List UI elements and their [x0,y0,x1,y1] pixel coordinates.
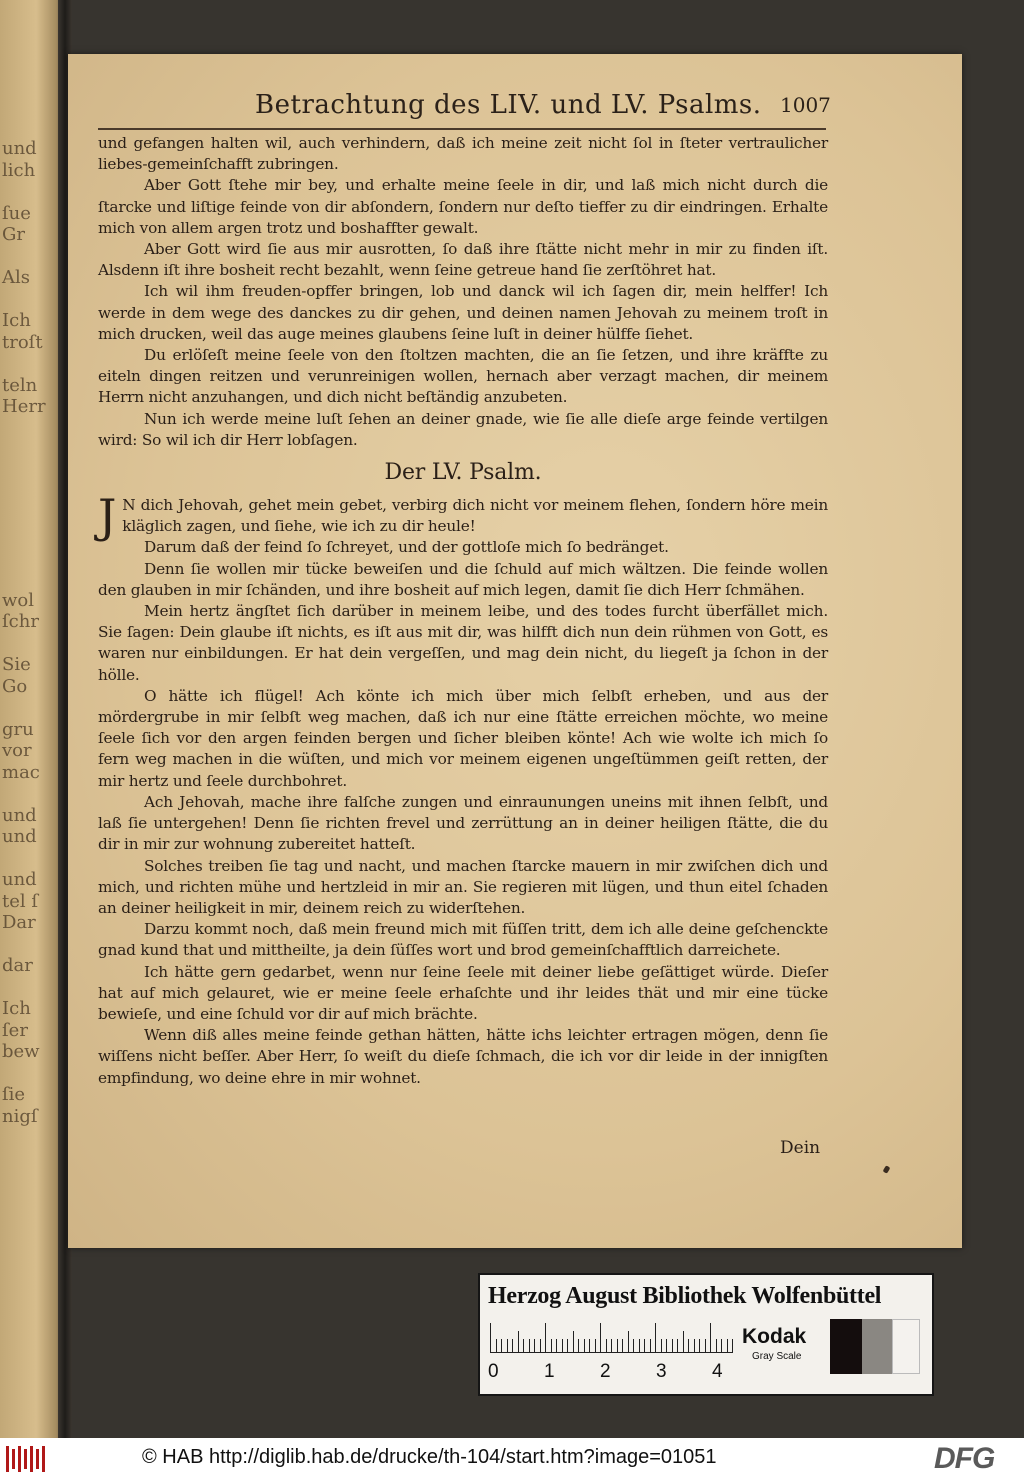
psalm-55-text [98,537,828,1088]
ruler-tick [562,1339,563,1353]
ruler-tick [606,1339,607,1353]
ruler-tick [677,1339,678,1353]
ruler-tick [600,1323,601,1353]
ruler-tick [501,1339,502,1353]
ruler-tick [617,1339,618,1353]
ruler-tick [584,1339,585,1353]
logo-bar [42,1446,45,1472]
ruler-tick [633,1339,634,1353]
hab-logo-icon [6,1446,46,1472]
logo-bar [30,1446,33,1472]
paragraph: Aber Gott wird ſie aus mir ausrotten, ſo daß ihre ſtätte nicht mehr in mir zu finden iſt. Alsdenn iſt ihre bosheit recht bezahlt, wenn ſeine getreue hand ſie zerſtöhret hat. [98,240,828,280]
edge-fragment: bew [2,1041,40,1062]
ruler-tick [611,1339,612,1353]
edge-fragment: wol [2,589,35,611]
edge-fragment: ſie [2,1084,26,1105]
ruler-tick [661,1339,662,1353]
paragraph: Ich wil ihm freuden-opffer bringen, lob und danck wil ich ſagen dir, mein helffer! Ich werde in dem wege des danckes zu dir gehen, und deinen namen Jehovah zu meinem troſt in mich drucken, weil das auge meines glaubens ſeine luſt in deiner hülffe ſiehet. [98,282,828,343]
ruler-tick [496,1339,497,1353]
ruler-tick [655,1323,656,1353]
edge-fragment: Herr [2,396,46,417]
logo-bar [12,1449,15,1469]
paragraph: und gefangen halten wil, auch verhindern, daß ich meine zeit nicht ſol in ſteter vertraulicher liebes-gemeinſchafft zubringen. [98,134,828,174]
edge-fragment: Go [2,675,28,697]
ruler-tick [589,1339,590,1353]
ruler-tick [512,1339,513,1353]
edge-fragment: und [2,826,37,847]
ruler-tick [716,1339,717,1353]
ruler-tick [551,1339,552,1353]
ruler-number: 3 [656,1361,667,1382]
ruler-tick [507,1339,508,1353]
paragraph: Wenn diß alles meine feinde gethan hätten, hätte ichs leichter ertragen mögen, denn ſie wiſſens nicht beſſer. Aber Herr, ſo weiſt du dieſe ſchmach, die ich vor dir leide in der innigſten empfindung, wo deine ehre in mir wohnet. [98,1026,828,1087]
edge-fragment: nigſ [2,1105,38,1127]
ruler-tick [534,1339,535,1353]
edge-fragment: ſer [2,1019,28,1041]
ruler-tick [523,1339,524,1353]
ruler-number: 2 [600,1361,611,1382]
edge-fragment: ſue [2,202,31,224]
running-title: Betrachtung des LIV. und LV. Psalms. [255,90,762,120]
paragraph: Aber Gott ſtehe mir bey, und erhalte meine ſeele in dir, und laß mich nicht durch die ſtarcke und liſtige feinde von dir abſondern, ſondern nur deſto tieffer zu dir eindringen. Erhalte mich von allem argen trotz und boshaffter gewalt. [98,176,828,237]
ruler-tick [650,1339,651,1353]
ruler-tick [567,1339,568,1353]
ruler-number: 4 [712,1361,723,1382]
edge-fragment: Als [2,267,30,288]
edge-fragment: und [2,138,37,159]
logo-bar [18,1446,21,1472]
psalm-54-text [98,133,828,451]
edge-fragment: Ich [2,998,31,1019]
ruler-tick [545,1323,546,1353]
body-text [98,133,828,1089]
logo-bar [24,1449,27,1469]
ruler-number: 0 [488,1361,499,1382]
viewer-footer [0,1438,1024,1478]
calibration-target [478,1273,934,1396]
edge-fragment: Ich [2,310,31,331]
ruler-tick [622,1339,623,1353]
previous-page-edge [0,0,66,1438]
edge-fragment: teln [2,374,38,396]
edge-fragment: mac [2,761,40,783]
page-header [255,90,831,130]
ruler-tick [540,1339,541,1353]
ruler-tick [639,1339,640,1353]
ruler-tick [710,1323,711,1353]
edge-fragment: lich [2,159,36,181]
ruler-tick [666,1339,667,1353]
header-rule [98,128,826,130]
edge-fragment: ſchr [2,611,39,632]
edge-fragment: troſt [2,331,43,353]
ruler-tick [727,1339,728,1353]
ruler-tick [573,1331,574,1353]
ruler-tick [529,1339,530,1353]
dfg-logo: DFG [934,1442,995,1475]
swatch-gray [862,1319,892,1374]
paragraph: Darum daß der feind ſo ſchreyet, und der gottloſe mich ſo bedränget. [144,538,669,557]
ruler-tick [556,1339,557,1353]
edge-fragment: vor [2,740,32,761]
first-paragraph-text: N dich Jehovah, gehet mein gebet, verbirg dich nicht vor meinem flehen, ſondern höre mein kläglich zagen, und ſiehe, wie ich zu dir heule! [122,496,828,536]
ruler [490,1323,732,1353]
ruler-tick [672,1339,673,1353]
logo-bar [6,1446,9,1472]
edge-fragment: tel ſ [2,890,39,912]
paragraph: Nun ich werde meine luſt ſehen an deiner gnade, wie ſie alle dieſe arge feinde vertilgen wird: So wil ich dir Herr lobſagen. [98,409,828,449]
paragraph: Denn ſie wollen mir tücke beweiſen und die ſchuld auf mich wältzen. Die feinde wollen den glauben in mir ſchänden, und ihre bosheit auf mich legen, damit ſie dich Herr ſchmähen. [98,559,828,599]
ruler-tick [699,1339,700,1353]
ruler-tick [490,1323,491,1353]
swatch-white [892,1319,920,1374]
edge-fragment: Gr [2,224,25,245]
ruler-tick [628,1331,629,1353]
ruler-tick [705,1339,706,1353]
ruler-tick [595,1339,596,1353]
paragraph: Ich hätte gern gedarbet, wenn nur ſeine ſeele mit deiner liebe geſättiget würde. Dieſer hat auf mich gelauret, wie er meine ſeele erhaſchte und ihr leides thät und mir eine tücke bewieſe, und eine ſchuld vor dir auf mich brächte. [98,962,828,1023]
ruler-tick [578,1339,579,1353]
ruler-tick [683,1331,684,1353]
paragraph: O hätte ich flügel! Ach könte ich mich über mich ſelbſt erheben, und aus der mördergrube in mir ſelbſt weg machen, daß ich nur eine ſtätte erreichen möchte, wo meine ſeele ſich vor den argen feinden bergen und ſicher bleiben könte! Ach wie wolte ich mich ſo fern weg machen in die wüſten, und mich vor meinem eigenen ungeſtümmen geiſt retten, der mir hertz und ſeele durchbohret. [98,686,828,790]
logo-bar [36,1449,39,1469]
edge-fragment: Sie [2,654,31,675]
page-number: 1007 [780,93,831,117]
swatch-black [830,1319,862,1374]
first-paragraph [98,489,828,544]
edge-fragment: Dar [2,912,36,933]
catchword: Dein [780,1138,821,1158]
ruler-number: 1 [544,1361,555,1382]
gray-scale-label: Gray Scale [752,1351,802,1362]
ruler-tick [518,1331,519,1353]
paragraph: Mein hertz ängſtet ſich darüber in meinem leibe, und des todes furcht überfället mich. Sie ſagen: Dein glaube iſt nichts, es iſt aus mit dir, was hilfft dich nun dein rühmen von Gott, es waren nur einbildungen. Er hat dein vergeſſen, und mag dein nicht, du liegeſt ja ſchon in der hölle. [98,602,828,684]
edge-fragment: und [2,869,37,890]
ruler-tick [721,1339,722,1353]
paragraph: Ach Jehovah, mache ihre falſche zungen und einraunungen uneins mit ihnen ſelbſt, und laß ſie untergehen! Denn ſie richten frevel und zerrüttung an in deiner heiligen ſtätte, die du dir in mir zur wohnung zubereitet hatteſt. [98,792,828,854]
library-name: Herzog August Bibliothek Wolfenbüttel [488,1283,882,1309]
edge-fragment: und [2,804,37,826]
ruler-tick [644,1339,645,1353]
paragraph: Darzu kommt noch, daß mein freund mich mit füſſen tritt, dem ich alle deine geſchenckte gnad kund that und mittheilte, ja dein ſüſſes wort und brod gemeinſchafftlich darreichete. [98,920,828,960]
ruler-tick [688,1339,689,1353]
drop-cap: J [98,489,117,544]
ruler-tick [694,1339,695,1353]
edge-fragment: dar [2,955,33,976]
paragraph: Du erlöſeſt meine ſeele von den ſtoltzen machten, die an ſie ſetzen, und ihre kräffte zu eiteln dingen reitzen und verunreinigen wollen, hernach aber verzagt machen, dir meinem Herrn nicht anzuhangen, und dich nicht beſtändig anzubeten. [98,346,828,407]
psalm-heading: Der LV. Psalm. [384,460,542,486]
copyright-url: © HAB http://diglib.hab.de/drucke/th-104/start.htm?image=01051 [142,1446,717,1468]
paragraph: Solches treiben ſie tag und nacht, und machen ſtarcke mauern in mir zwiſchen dich und mich, und richten mühe und hertzleid in mir an. Sie regieren mit lügen, und thun eitel ſchaden an deiner heiligkeit in mir, deinem reich zu widerſtehen. [98,856,828,917]
ruler-tick [732,1339,733,1353]
edge-fragment: gru [2,718,34,740]
kodak-logo: Kodak [742,1325,807,1348]
